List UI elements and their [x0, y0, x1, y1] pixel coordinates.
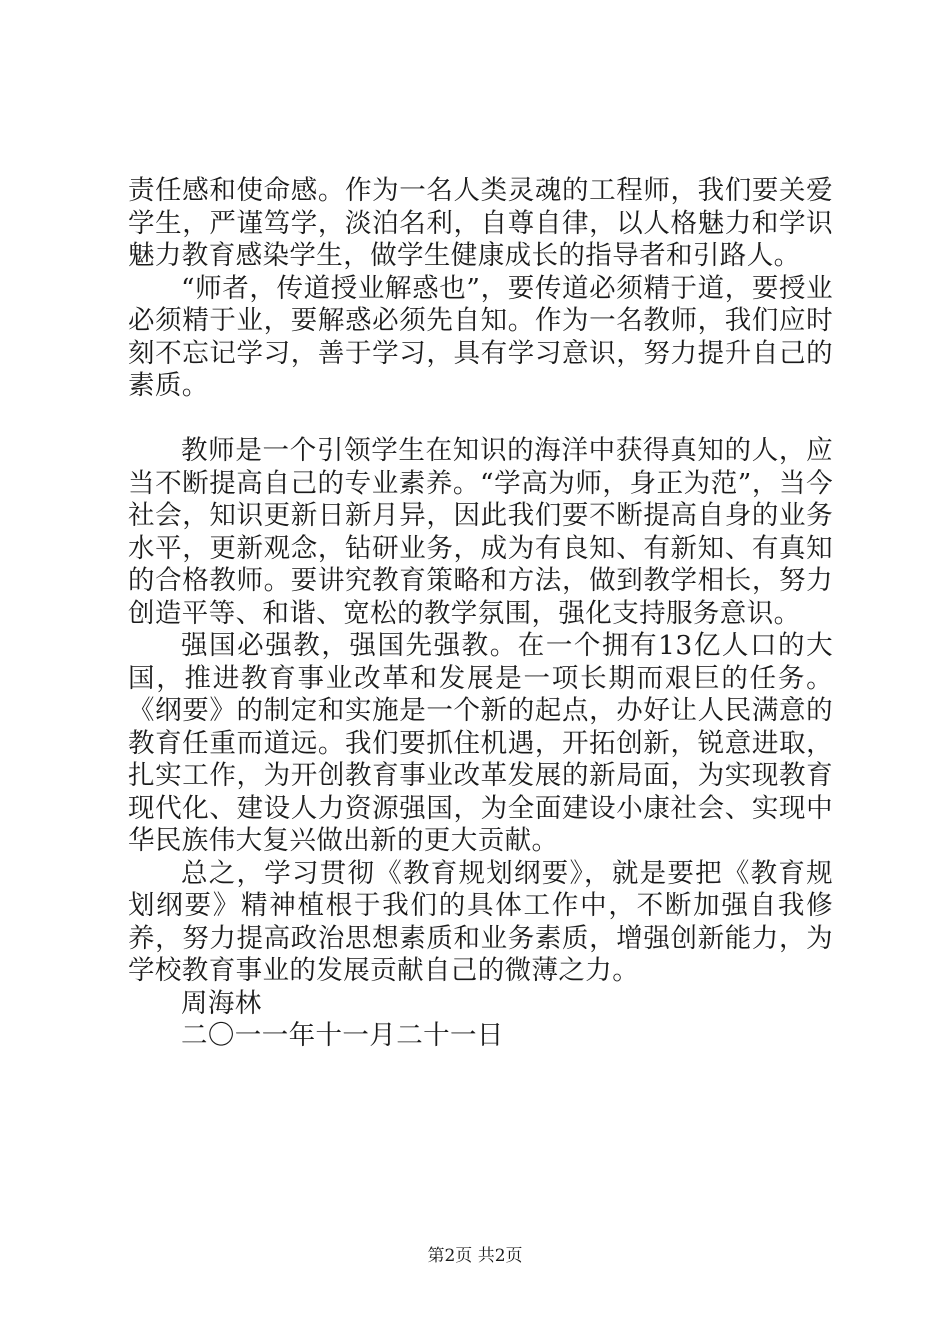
paragraph-4: 强国必强教，强国先强教。在一个拥有13亿人口的大国，推进教育事业改革和发展是一项长期而艰巨的任务。《纲要》的制定和实施是一个新的起点，办好让人民满意的教育任重而道远。我们要抓住机遇，开拓创新，锐意进取，扎实工作，为开创教育事业改革发展的新局面，为实现教育现代化、建设人力资源强国，为全面建设小康社会、实现中华民族伟大复兴做出新的更大贡献。 — [128, 630, 833, 856]
page-number-label: 第2页 共2页 — [427, 1246, 523, 1266]
page-footer — [0, 1245, 950, 1267]
paragraph-5: 总之，学习贯彻《教育规划纲要》，就是要把《教育规划纲要》精神植根于我们的具体工作中，不断加强自我修养，努力提高政治思想素质和业务素质，增强创新能力，为学校教育事业的发展贡献自己的微薄之力。 — [128, 857, 833, 986]
paragraph-spacer — [128, 403, 833, 436]
document-body — [128, 175, 833, 1053]
paragraph-2: “师者，传道授业解惑也”，要传道必须精于道，要授业必须精于业，要解惑必须先自知。作为一名教师，我们应时刻不忘记学习，善于学习，具有学习意识，努力提升自己的素质。 — [128, 272, 833, 401]
signature-name: 周海林 — [181, 987, 262, 1019]
paragraph-1: 责任感和使命感。作为一名人类灵魂的工程师，我们要关爱学生，严谨笃学，淡泊名利，自尊自律，以人格魅力和学识魅力教育感染学生，做学生健康成长的指导者和引路人。 — [128, 175, 833, 271]
signature-date: 二〇一一年十一月二十一日 — [181, 1020, 504, 1051]
paragraph-3: 教师是一个引领学生在知识的海洋中获得真知的人，应当不断提高自己的专业素养。“学高为师，身正为范”，当今社会，知识更新日新月异，因此我们要不断提高自身的业务水平，更新观念，钻研业务，成为有良知、有新知、有真知的合格教师。要讲究教育策略和方法，做到教学相长，努力创造平等、和谐、宽松的教学氛围，强化支持服务意识。 — [128, 435, 833, 629]
